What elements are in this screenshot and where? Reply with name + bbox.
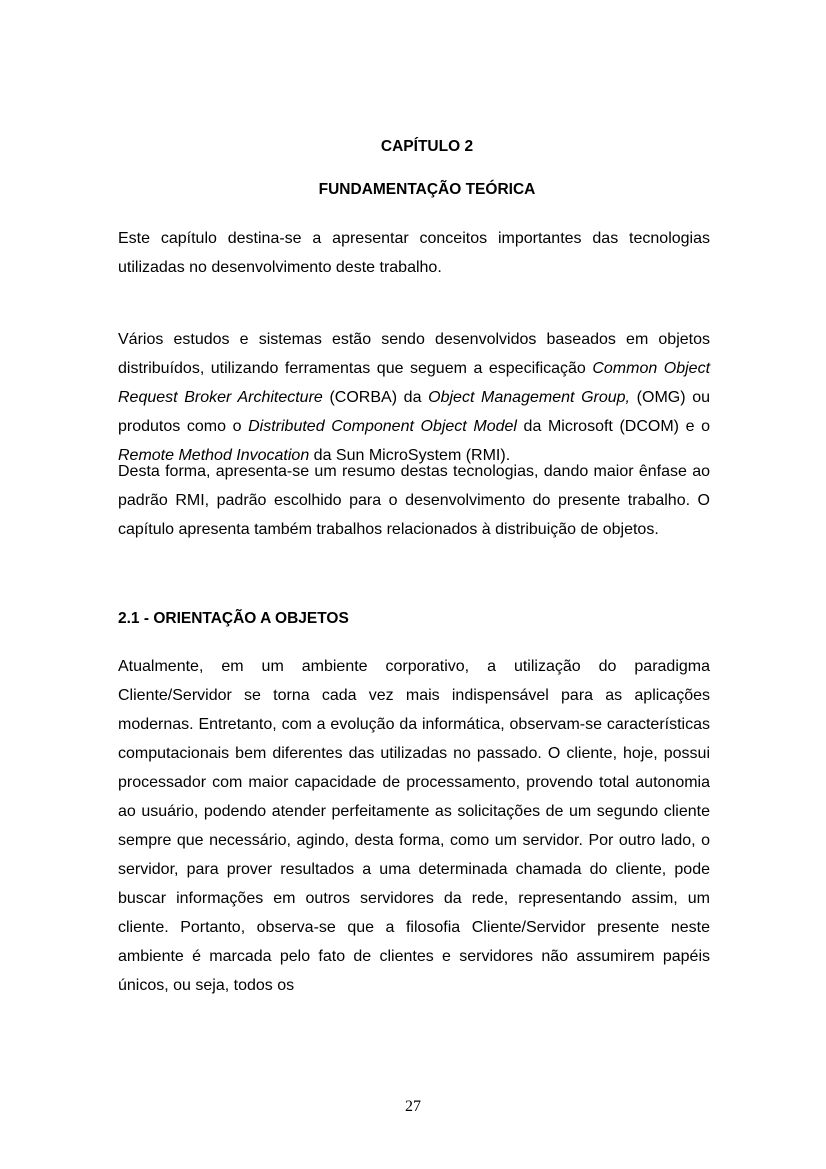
page-number: 27 <box>405 1098 421 1115</box>
technologies-paragraph <box>118 325 710 470</box>
dcom-term: Distributed Component Object Model <box>248 418 517 435</box>
summary-paragraph: Desta forma, apresenta-se um resumo destas tecnologias, dando maior ênfase ao padrão RMI, padrão escolhido para o desenvolvimento do presente trabalho. O capítulo apresenta também trabalhos relacionados à distribuição de objetos. <box>118 463 710 538</box>
technologies-text-4: da Microsoft (DCOM) e o <box>516 418 711 435</box>
corba-term: Common Object Request Broker Architecture <box>118 360 711 406</box>
technologies-text-5: da Sun MicroSystem (RMI). <box>309 447 511 464</box>
technologies-text-1: Vários estudos e sistemas estão sendo desenvolvidos baseados em objetos distribuídos, utilizando ferramentas que seguem a especificação <box>118 331 710 377</box>
rmi-term: Remote Method Invocation <box>118 447 310 464</box>
chapter-label: CAPÍTULO 2 <box>380 138 474 155</box>
intro-paragraph: Este capítulo destina-se a apresentar conceitos importantes das tecnologias utilizadas no desenvolvimento deste trabalho. <box>118 230 710 276</box>
technologies-text-3: (OMG) ou produtos como o <box>118 389 711 435</box>
technologies-text-2: (CORBA) da <box>322 389 429 406</box>
section-heading: 2.1 - ORIENTAÇÃO A OBJETOS <box>118 610 349 627</box>
chapter-title: FUNDAMENTAÇÃO TEÓRICA <box>318 181 536 198</box>
omg-term: Object Management Group, <box>428 389 631 406</box>
section-paragraph: Atualmente, em um ambiente corporativo, a utilização do paradigma Cliente/Servidor se torna cada vez mais indispensável para as aplicações modernas. Entretanto, com a evolução da informática, observam-se características computacionais bem diferentes das utilizadas no passado. O cliente, hoje, possui processador com maior capacidade de processamento, provendo total autonomia ao usuário, podendo atender perfeitamente as solicitações de um segundo cliente sempre que necessário, agindo, desta forma, como um servidor. Por outro lado, o servidor, para prover resultados a uma determinada chamada do cliente, pode buscar informações em outros servidores da rede, representando assim, um cliente. Portanto, observa-se que a filosofia Cliente/Servidor presente neste ambiente é marcada pelo fato de clientes e servidores não assumirem papéis únicos, ou seja, todos os <box>118 658 710 994</box>
